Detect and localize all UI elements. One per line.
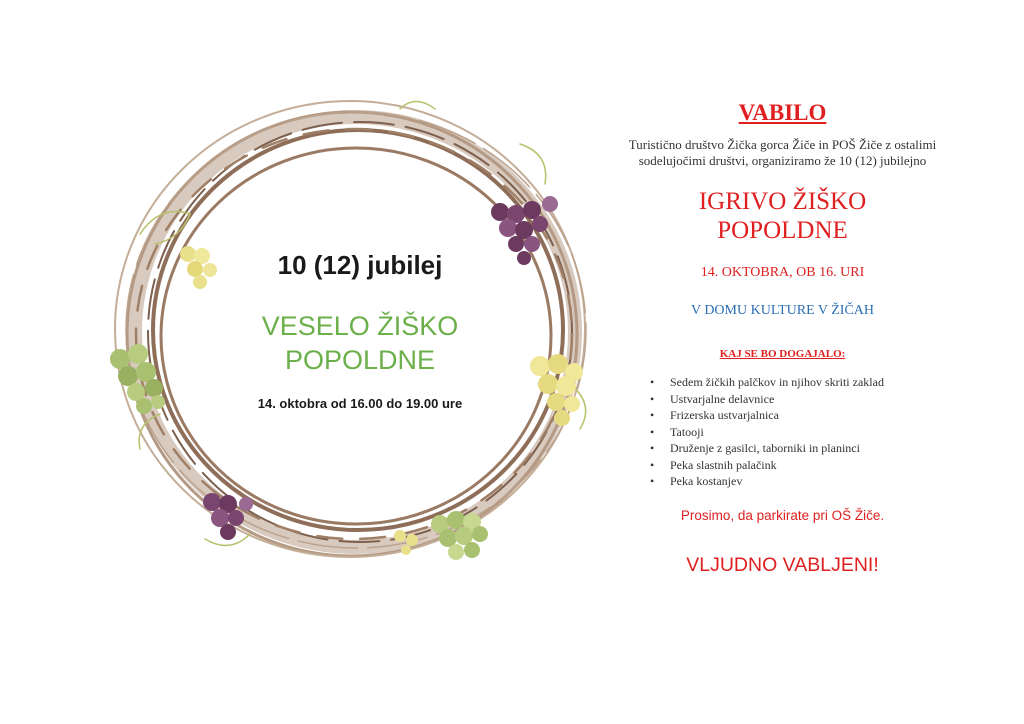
event-venue: V DOMU KULTURE V ŽIČAH — [690, 303, 875, 318]
list-item: • Tatooji — [650, 424, 955, 441]
event-title — [610, 187, 955, 245]
list-item: • Druženje z gasilci, taborniki in planinci — [650, 440, 955, 457]
invitation-panel — [610, 100, 955, 577]
welcome-text: VLJUDNO VABLJENI! — [686, 553, 879, 576]
list-item: • Frizerska ustvarjalnica — [650, 407, 955, 424]
list-item: • Sedem žičkih palčkov in njihov skriti zaklad — [650, 374, 955, 391]
wreath-text — [100, 84, 620, 584]
activities-heading: KAJ SE BO DOGAJALO: — [719, 348, 846, 360]
invitation-intro: Turistično društvo Žička gorca Žiče in POŠ Žiče z ostalimi sodelujočimi društvi, organiziramo že 10 (12) jubilejno — [628, 137, 937, 168]
activities-list — [610, 374, 955, 490]
wreath-title-line2: POPOLDNE — [284, 345, 436, 375]
wreath-title-line1: VESELO ŽIŠKO — [261, 311, 459, 341]
event-title-line2: POPOLDNE — [717, 217, 848, 244]
wreath-illustration — [100, 84, 620, 584]
list-item: • Peka slastnih palačink — [650, 457, 955, 474]
parking-note: Prosimo, da parkirate pri OŠ Žiče. — [680, 507, 885, 523]
list-item: • Ustvarjalne delavnice — [650, 391, 955, 408]
event-date: 14. OKTOBRA, OB 16. URI — [700, 265, 865, 280]
wreath-jubilee-label: 10 (12) jubilej — [277, 250, 443, 280]
list-item: • Peka kostanjev — [650, 473, 955, 490]
wreath-date: 14. oktobra od 16.00 do 19.00 ure — [257, 396, 463, 411]
event-title-line1: IGRIVO ŽIŠKO — [698, 188, 867, 215]
wreath-event-title — [100, 309, 620, 377]
invitation-heading: VABILO — [738, 100, 827, 125]
